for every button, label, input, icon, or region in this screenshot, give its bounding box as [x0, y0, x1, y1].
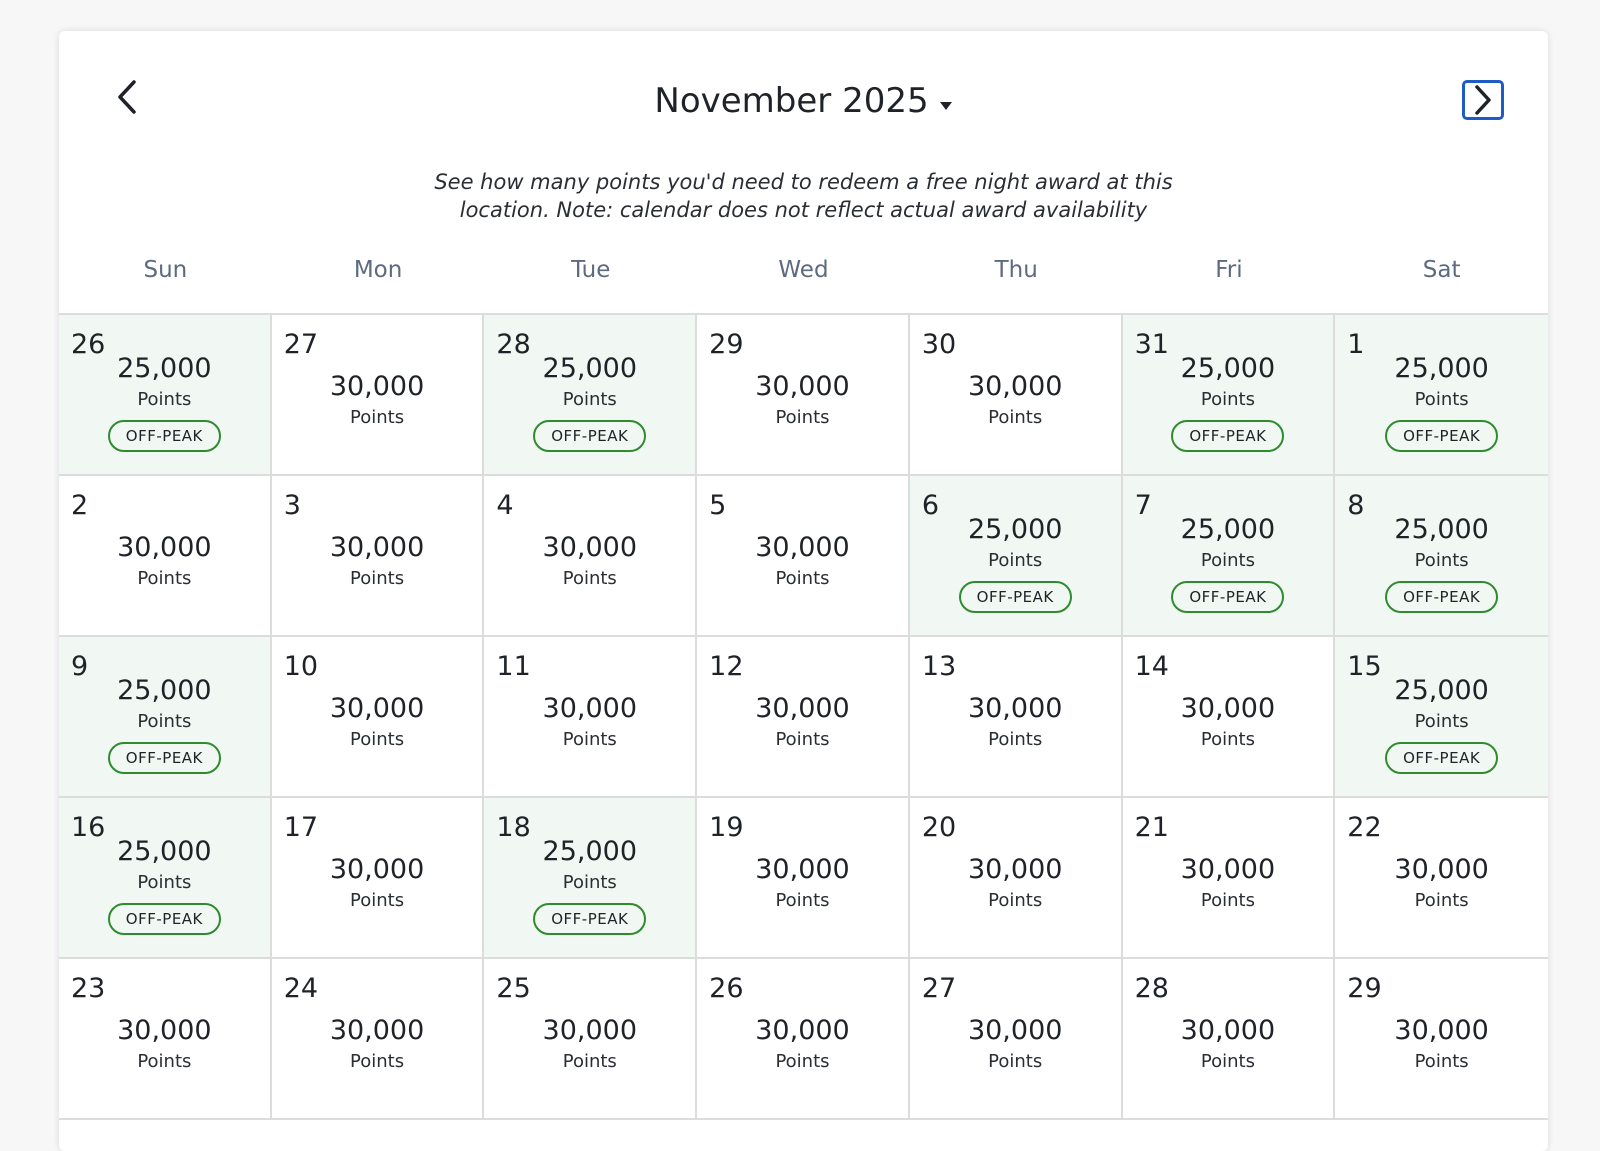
weekday-mon: Mon — [353, 257, 403, 283]
points-label: Points — [562, 872, 617, 893]
points-block — [59, 836, 270, 935]
day-cell[interactable] — [697, 798, 910, 959]
points-block — [910, 693, 1121, 755]
day-number: 13 — [921, 651, 957, 682]
points-value: 30,000 — [1180, 693, 1276, 724]
points-block — [59, 1015, 270, 1077]
off-peak-badge: OFF-PEAK — [1385, 742, 1498, 774]
points-label: Points — [1200, 1051, 1255, 1072]
points-label: Points — [562, 1051, 617, 1072]
day-number: 7 — [1134, 490, 1152, 521]
points-value: 25,000 — [117, 353, 212, 384]
points-block — [1123, 353, 1334, 452]
day-cell[interactable] — [484, 315, 697, 476]
points-block — [1123, 854, 1334, 916]
day-number: 29 — [709, 329, 744, 360]
weekday-header — [59, 253, 1548, 313]
day-number: 11 — [496, 651, 531, 682]
points-value: 25,000 — [1394, 675, 1489, 706]
points-label: Points — [775, 568, 830, 589]
points-label: Points — [350, 890, 405, 911]
points-label: Points — [775, 729, 830, 750]
points-value: 30,000 — [542, 532, 638, 563]
day-cell[interactable] — [484, 476, 697, 637]
day-number: 26 — [709, 973, 744, 1004]
points-value: 25,000 — [117, 675, 212, 706]
day-number: 8 — [1347, 490, 1365, 521]
points-value: 25,000 — [1180, 353, 1276, 384]
points-block — [272, 854, 483, 916]
points-block — [484, 353, 695, 452]
points-value: 30,000 — [542, 693, 638, 724]
day-number: 3 — [283, 490, 301, 521]
points-block — [1335, 1015, 1548, 1077]
chevron-right-icon — [1472, 85, 1494, 115]
day-number: 24 — [283, 973, 319, 1004]
day-cell[interactable] — [1123, 315, 1336, 476]
day-number: 16 — [71, 812, 106, 843]
weekday-thu: Thu — [994, 257, 1038, 283]
day-number: 31 — [1134, 329, 1169, 360]
day-number: 27 — [283, 329, 319, 360]
points-block — [1335, 854, 1548, 916]
points-value: 30,000 — [329, 371, 425, 402]
points-block — [484, 532, 695, 594]
day-cell[interactable] — [1335, 637, 1548, 798]
points-block — [697, 693, 908, 755]
points-block — [484, 836, 695, 935]
disclaimer-line-1: See how many points you'd need to redeem a free night award at this — [434, 170, 1173, 194]
day-number: 27 — [921, 973, 957, 1004]
points-value: 30,000 — [755, 693, 850, 724]
day-number: 22 — [1347, 812, 1382, 843]
off-peak-badge: OFF-PEAK — [108, 742, 221, 774]
day-number: 20 — [921, 812, 957, 843]
points-value: 30,000 — [755, 532, 850, 563]
points-value: 30,000 — [755, 854, 850, 885]
disclaimer-line-2: location. Note: calendar does not reflect actual award availability — [459, 198, 1148, 222]
points-block — [272, 532, 483, 594]
points-block — [1335, 675, 1548, 774]
points-value: 30,000 — [1180, 1015, 1276, 1046]
day-number: 6 — [921, 490, 940, 521]
points-block — [272, 693, 483, 755]
points-block — [1123, 514, 1334, 613]
points-label: Points — [775, 1051, 830, 1072]
points-label: Points — [775, 407, 830, 428]
day-cell[interactable] — [697, 637, 910, 798]
day-cell[interactable] — [59, 798, 272, 959]
points-label: Points — [137, 1051, 192, 1072]
day-cell[interactable] — [1335, 798, 1548, 959]
calendar-disclaimer — [59, 168, 1548, 224]
day-number: 15 — [1347, 651, 1382, 682]
points-block — [1123, 693, 1334, 755]
day-number: 10 — [283, 651, 319, 682]
points-value: 30,000 — [755, 1015, 850, 1046]
day-cell[interactable] — [272, 476, 485, 637]
day-number: 25 — [496, 973, 531, 1004]
off-peak-badge: OFF-PEAK — [1171, 581, 1284, 613]
points-value: 25,000 — [1394, 514, 1489, 545]
points-label: Points — [562, 729, 617, 750]
points-block — [484, 693, 695, 755]
day-cell[interactable] — [910, 959, 1123, 1120]
points-block — [697, 371, 908, 433]
day-number: 5 — [709, 490, 727, 521]
points-block — [484, 1015, 695, 1077]
points-value: 30,000 — [967, 1015, 1063, 1046]
day-number: 30 — [921, 329, 957, 360]
day-cell[interactable] — [910, 798, 1123, 959]
day-cell[interactable] — [1335, 959, 1548, 1120]
points-value: 30,000 — [1180, 854, 1276, 885]
points-block — [910, 1015, 1121, 1077]
off-peak-badge: OFF-PEAK — [1385, 581, 1498, 613]
points-value: 25,000 — [542, 353, 638, 384]
day-number: 19 — [709, 812, 744, 843]
points-label: Points — [1200, 389, 1255, 410]
off-peak-badge: OFF-PEAK — [1385, 420, 1498, 452]
points-block — [697, 854, 908, 916]
day-number: 17 — [283, 812, 319, 843]
weekday-wed: Wed — [778, 257, 829, 283]
day-cell[interactable] — [910, 637, 1123, 798]
points-value: 25,000 — [1394, 353, 1489, 384]
day-number: 23 — [71, 973, 106, 1004]
day-cell[interactable] — [484, 959, 697, 1120]
day-cell[interactable] — [1335, 476, 1548, 637]
points-label: Points — [137, 872, 192, 893]
points-value: 25,000 — [117, 836, 212, 867]
points-label: Points — [1414, 550, 1469, 571]
day-number: 26 — [71, 329, 106, 360]
points-value: 30,000 — [967, 371, 1063, 402]
points-label: Points — [1414, 711, 1469, 732]
weekday-sat: Sat — [1422, 257, 1461, 283]
month-selector[interactable] — [59, 79, 1548, 123]
day-number: 21 — [1134, 812, 1169, 843]
points-value: 30,000 — [1394, 1015, 1489, 1046]
day-cell[interactable] — [1123, 959, 1336, 1120]
off-peak-badge: OFF-PEAK — [1171, 420, 1284, 452]
day-number: 14 — [1134, 651, 1169, 682]
day-cell[interactable] — [1123, 798, 1336, 959]
day-number: 2 — [71, 490, 89, 521]
points-label: Points — [1414, 389, 1469, 410]
points-block — [910, 854, 1121, 916]
points-label: Points — [350, 568, 405, 589]
day-cell[interactable] — [272, 315, 485, 476]
day-cell[interactable] — [910, 476, 1123, 637]
points-label: Points — [988, 407, 1043, 428]
day-cell[interactable] — [1123, 637, 1336, 798]
off-peak-badge: OFF-PEAK — [108, 420, 221, 452]
points-label: Points — [1414, 890, 1469, 911]
points-value: 30,000 — [967, 693, 1063, 724]
day-cell[interactable] — [910, 315, 1123, 476]
points-block — [59, 675, 270, 774]
award-calendar — [59, 31, 1548, 1151]
points-value: 25,000 — [542, 836, 638, 867]
day-cell[interactable] — [697, 959, 910, 1120]
day-number: 28 — [1134, 973, 1169, 1004]
points-value: 30,000 — [329, 532, 425, 563]
day-cell[interactable] — [1335, 315, 1548, 476]
caret-down-icon — [939, 78, 953, 122]
day-cell[interactable] — [1123, 476, 1336, 637]
off-peak-badge: OFF-PEAK — [533, 420, 646, 452]
day-cell[interactable] — [59, 315, 272, 476]
points-block — [697, 532, 908, 594]
weekday-fri: Fri — [1215, 257, 1243, 283]
day-number: 12 — [709, 651, 744, 682]
points-value: 25,000 — [1180, 514, 1276, 545]
day-cell[interactable] — [484, 798, 697, 959]
day-cell[interactable] — [484, 637, 697, 798]
points-block — [59, 353, 270, 452]
points-block — [1335, 514, 1548, 613]
off-peak-badge: OFF-PEAK — [108, 903, 221, 935]
day-cell[interactable] — [272, 959, 485, 1120]
points-label: Points — [562, 568, 617, 589]
day-number: 18 — [496, 812, 531, 843]
day-number: 4 — [496, 490, 514, 521]
next-month-button[interactable] — [1462, 80, 1504, 120]
points-label: Points — [988, 729, 1043, 750]
points-label: Points — [562, 389, 617, 410]
day-cell[interactable] — [697, 315, 910, 476]
weekday-tue: Tue — [571, 257, 611, 283]
points-label: Points — [988, 890, 1043, 911]
points-label: Points — [775, 890, 830, 911]
points-block — [272, 371, 483, 433]
points-label: Points — [137, 711, 192, 732]
points-value: 30,000 — [329, 693, 425, 724]
off-peak-badge: OFF-PEAK — [959, 581, 1072, 613]
month-title-label: November 2025 — [654, 81, 929, 121]
points-value: 30,000 — [329, 1015, 425, 1046]
points-block — [272, 1015, 483, 1077]
points-value: 30,000 — [329, 854, 425, 885]
points-value: 30,000 — [967, 854, 1063, 885]
points-label: Points — [1200, 729, 1255, 750]
calendar-grid — [59, 313, 1548, 1120]
points-label: Points — [1200, 890, 1255, 911]
day-number: 29 — [1347, 973, 1382, 1004]
points-label: Points — [137, 389, 192, 410]
day-number: 28 — [496, 329, 531, 360]
points-block — [59, 532, 270, 594]
weekday-sun: Sun — [143, 257, 188, 283]
points-value: 25,000 — [967, 514, 1063, 545]
points-label: Points — [1414, 1051, 1469, 1072]
points-label: Points — [350, 1051, 405, 1072]
points-block — [1123, 1015, 1334, 1077]
points-block — [910, 514, 1121, 613]
day-cell[interactable] — [59, 476, 272, 637]
day-cell[interactable] — [272, 637, 485, 798]
points-value: 30,000 — [1394, 854, 1489, 885]
points-block — [910, 371, 1121, 433]
points-value: 30,000 — [755, 371, 850, 402]
points-value: 30,000 — [117, 1015, 212, 1046]
points-label: Points — [350, 729, 405, 750]
points-label: Points — [988, 1051, 1043, 1072]
off-peak-badge: OFF-PEAK — [533, 903, 646, 935]
day-number: 1 — [1347, 329, 1365, 360]
points-block — [697, 1015, 908, 1077]
points-value: 30,000 — [542, 1015, 638, 1046]
day-number: 9 — [71, 651, 89, 682]
points-value: 30,000 — [117, 532, 212, 563]
points-label: Points — [137, 568, 192, 589]
points-label: Points — [1200, 550, 1255, 571]
points-label: Points — [350, 407, 405, 428]
day-cell[interactable] — [272, 798, 485, 959]
points-block — [1335, 353, 1548, 452]
day-cell[interactable] — [59, 959, 272, 1120]
day-cell[interactable] — [697, 476, 910, 637]
points-label: Points — [988, 550, 1043, 571]
day-cell[interactable] — [59, 637, 272, 798]
